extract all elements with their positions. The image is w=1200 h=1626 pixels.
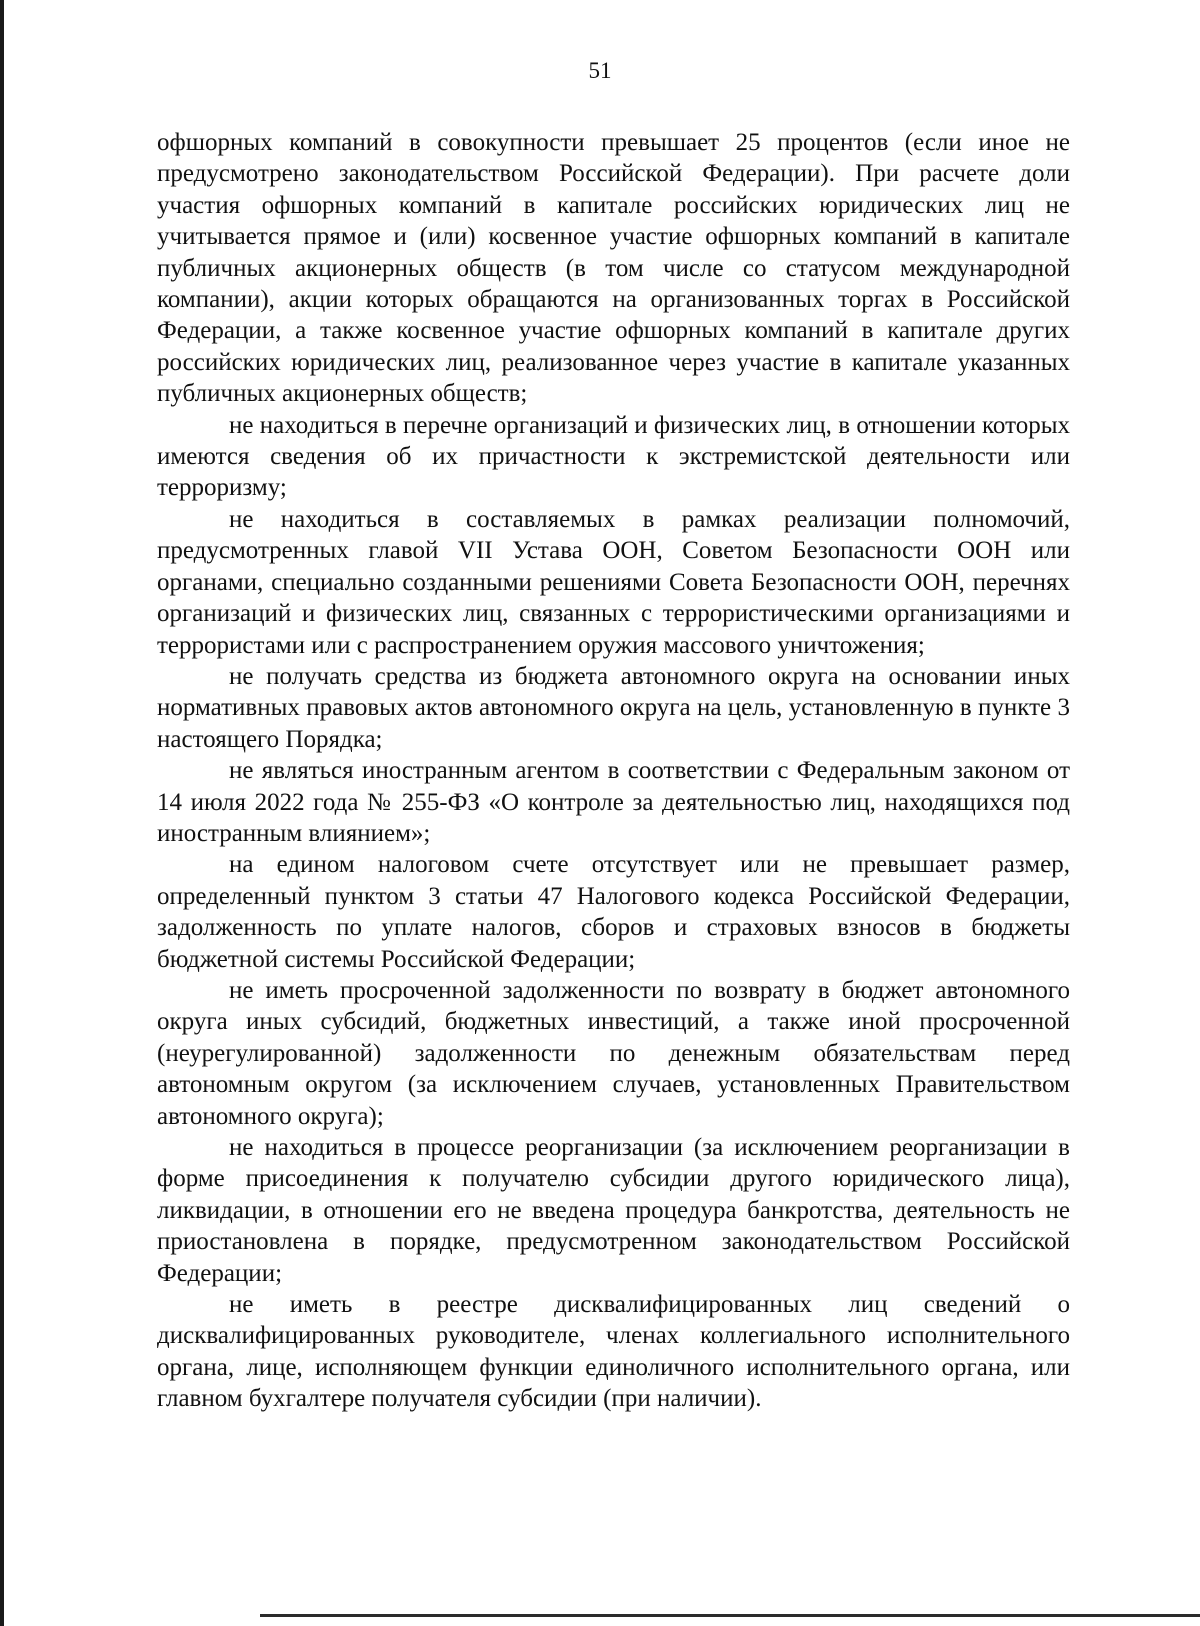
- paragraph-overdue-debt: не иметь просроченной задолженности по возврату в бюджет автономного округа иных субсидий, бюджетных инвестиций, а также иной просроченной (неурегулированной) задолженности по денежным обязательствам перед автономным округом (за исключением случаев, установленных Правительством автономного округа);: [157, 976, 1070, 1130]
- scan-left-edge: [0, 0, 4, 1626]
- document-body: [157, 127, 1070, 1415]
- page-number: 51: [588, 58, 612, 83]
- paragraph-foreign-agent: не являться иностранным агентом в соответствии с Федеральным законом от 14 июля 2022 года № 255-ФЗ «О контроле за деятельностью лиц, находящихся под иностранным влиянием»;: [157, 757, 1070, 847]
- scan-bottom-edge: [260, 1614, 1200, 1617]
- paragraph-offshore-share: офшорных компаний в совокупности превышает 25 процентов (если иное не предусмотрено законодательством Российской Федерации). При расчете доли участия офшорных компаний в капитале российских юридических лиц не учитывается прямое и (или) косвенное участие офшорных компаний в капитале публичных акционерных обществ (в том числе со статусом международной компании), акции которых обращаются на организованных торгах в Российской Федерации, а также косвенное участие офшорных компаний в капитале других российских юридических лиц, реализованное через участие в капитале указанных публичных акционерных обществ;: [157, 129, 1070, 408]
- paragraph-disqualified-persons: не иметь в реестре дисквалифицированных лиц сведений о дисквалифицированных руководителе, членах коллегиального исполнительного органа, лице, исполняющем функции единоличного исполнительного органа, или главном бухгалтере получателя субсидии (при наличии).: [157, 1291, 1070, 1413]
- paragraph-reorganization: не находиться в процессе реорганизации (за исключением реорганизации в форме присоединения к получателю субсидии другого юридического лица), ликвидации, в отношении его не введена процедура банкротства, деятельность не приостановлена в порядке, предусмотренном законодательством Российской Федерации;: [157, 1134, 1070, 1287]
- paragraph-budget-funds: не получать средства из бюджета автономного округа на основании иных нормативных правовых актов автономного округа на цель, установленную в пункте 3 настоящего Порядка;: [157, 662, 1070, 753]
- paragraph-extremism-list: не находиться в перечне организаций и физических лиц, в отношении которых имеются сведения об их причастности к экстремистской деятельности или терроризму;: [157, 411, 1070, 502]
- paragraph-un-sanctions-lists: не находиться в составляемых в рамках реализации полномочий, предусмотренных главой VII Устава ООН, Советом Безопасности ООН или органами, специально созданными решениями Совета Безопасности ООН, перечнях организаций и физических лиц, связанных с террористическими организациями и террористами или с распространением оружия массового уничтожения;: [157, 505, 1070, 659]
- paragraph-tax-debt: на едином налоговом счете отсутствует или не превышает размер, определенный пунктом 3 статьи 47 Налогового кодекса Российской Федерации, задолженность по уплате налогов, сборов и страховых взносов в бюджеты бюджетной системы Российской Федерации;: [157, 851, 1070, 973]
